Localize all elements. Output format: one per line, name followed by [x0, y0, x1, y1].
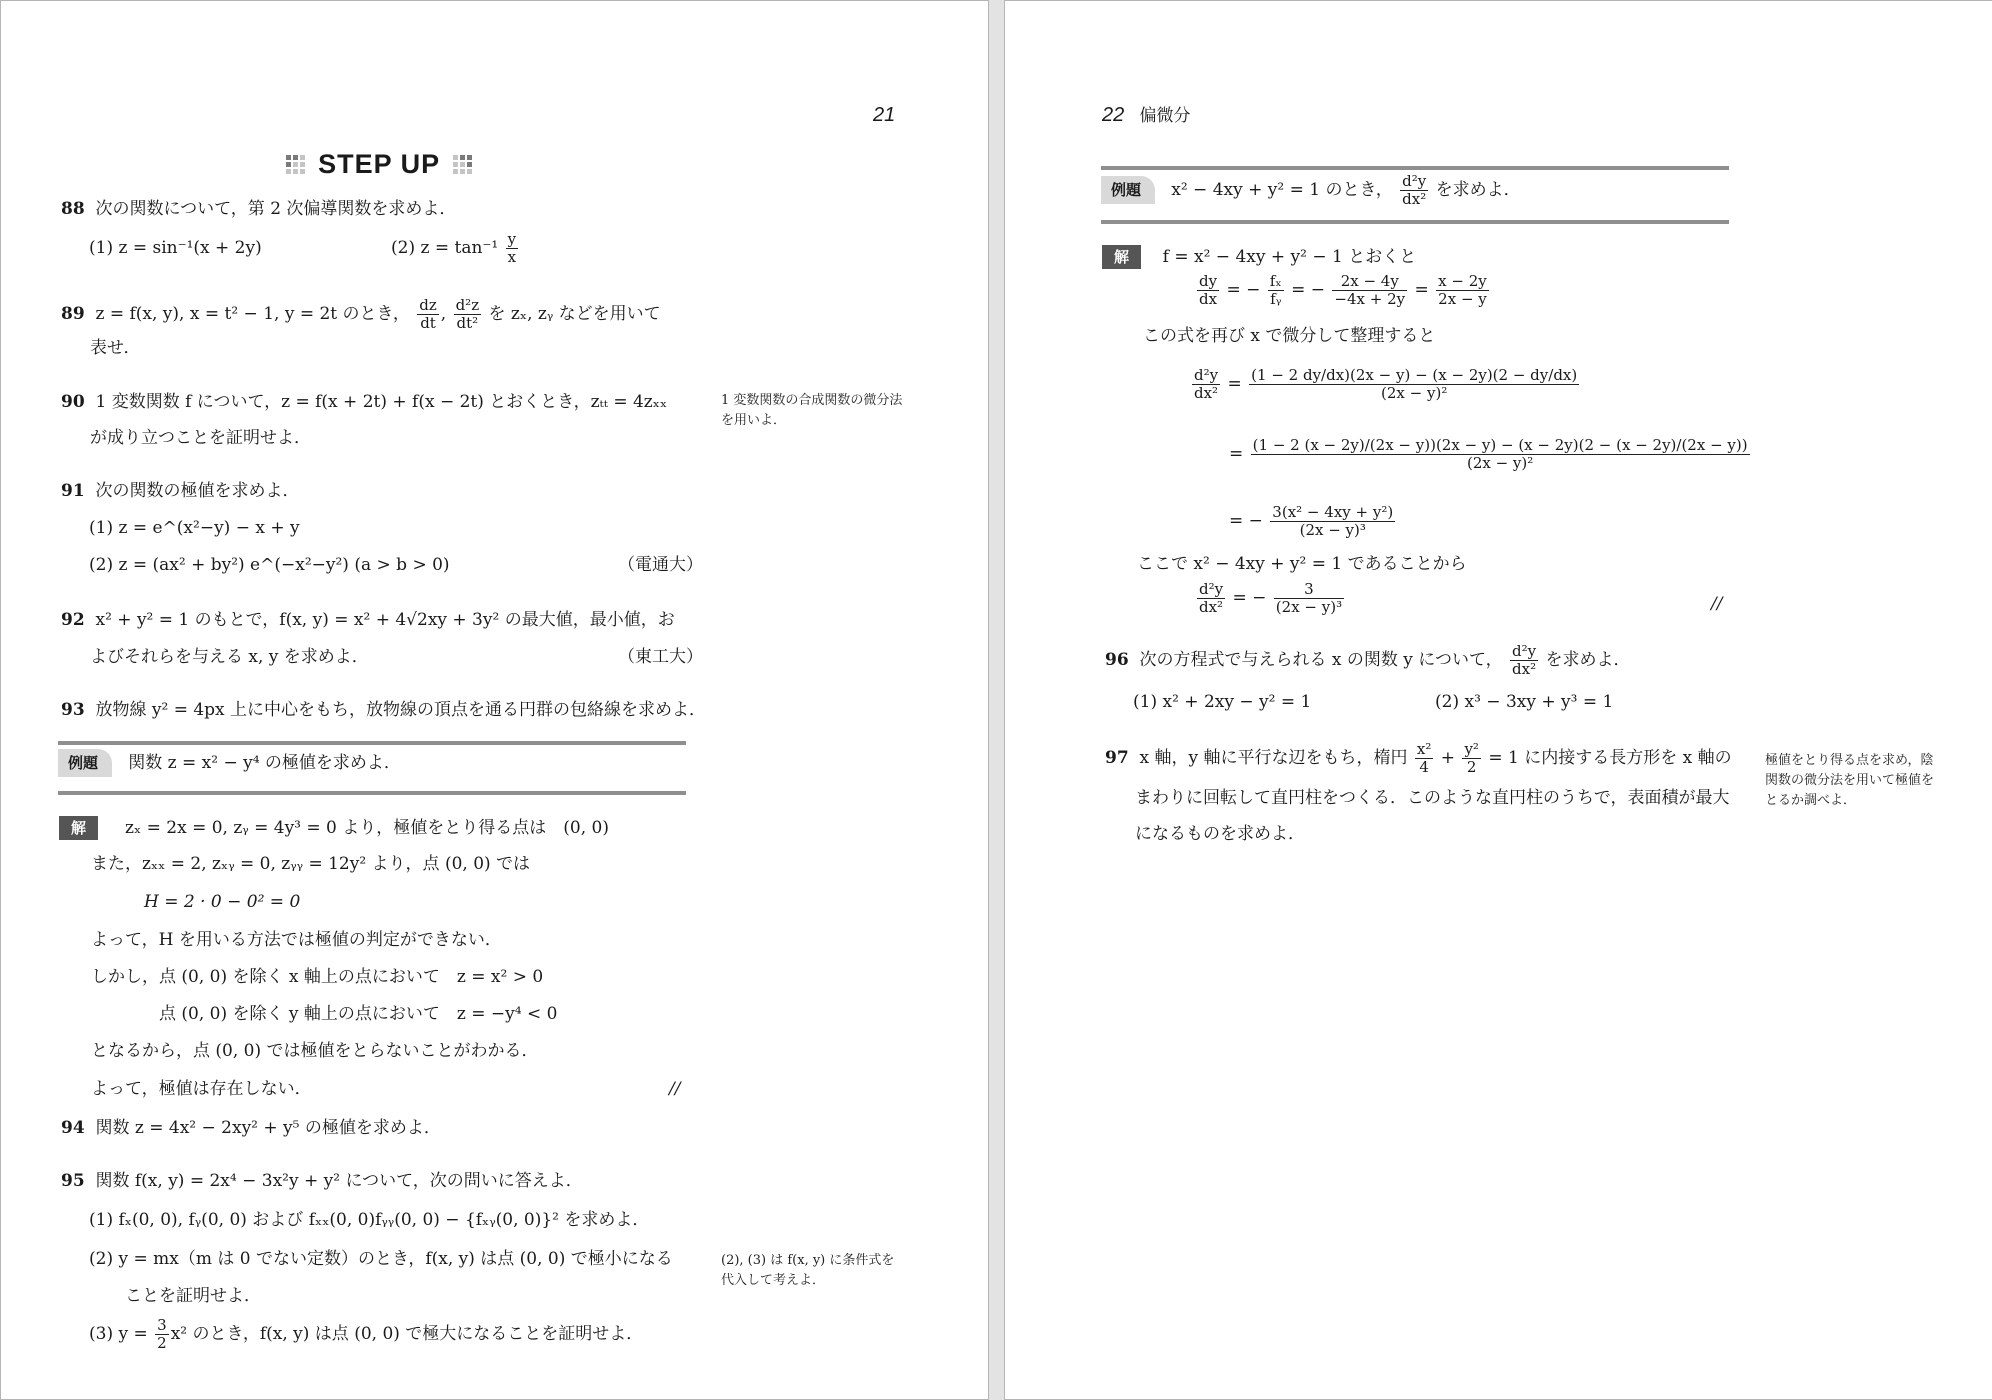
- subproblem-text: x² のとき，f(x, y) は点 (0, 0) で極大になることを証明せよ．: [170, 1324, 644, 1344]
- side-note: 1 変数関数の合成関数の微分法を用いよ．: [721, 393, 903, 428]
- problem-text: 次の関数について，第 2 次偏導関数を求めよ．: [95, 199, 457, 219]
- rule-top: [58, 741, 686, 745]
- problem-text: = 1 に内接する長方形を x 軸の: [1488, 748, 1732, 768]
- solution-text: この式を再び x で微分して整理すると: [1143, 326, 1436, 346]
- problem-91: [61, 480, 299, 502]
- frac-num: (1 − 2 (x − 2y)/(2x − y))(2x − y) − (x − 2y)(2 − (x − 2y)/(2x − y)): [1252, 436, 1748, 454]
- frac-den: x: [507, 248, 517, 266]
- side-note: 極値をとり得る点を求め，陰関数の微分法を用いて極値をとるか調べよ．: [1765, 753, 1935, 808]
- end-mark: //: [669, 1079, 681, 1099]
- problem-text: になるものを求めよ．: [1135, 824, 1305, 844]
- frac-den: fᵧ: [1270, 290, 1282, 308]
- frac-num: d²y: [1402, 172, 1427, 190]
- frac-num: d²y: [1512, 642, 1537, 660]
- problem-number: 91: [61, 481, 85, 501]
- problem-text: を zₓ, zᵧ などを用いて: [488, 304, 661, 324]
- equation-2: $\frac{\text{d²y}}{\text{dx²}}$ = $\frac{(1 - 2 dy/dx)(2x - y) - (x - 2y)(2 - dy/dx)}{\text{(2x − y)²}}$: [1194, 366, 1578, 402]
- problem-text: 1 変数関数 f について，z = f(x + 2t) + f(x − 2t) とおくとき，zₜₜ = 4zₓₓ: [95, 392, 668, 412]
- frac-den: 4: [1419, 758, 1429, 776]
- frac-den: −4x + 2y: [1334, 290, 1406, 308]
- problem-number: 95: [61, 1171, 85, 1191]
- example-tag: 例題: [1101, 176, 1155, 204]
- solution-text: f = x² − 4xy + y² − 1 とおくと: [1162, 247, 1417, 267]
- problem-number: 96: [1105, 650, 1129, 670]
- problem-text: よびそれらを与える x, y を求めよ．: [90, 647, 369, 667]
- solution-line-1: [59, 816, 609, 840]
- equation-1: $\frac{dy}{dx}$ = − $\frac{\text{fₓ}}{\text{fᵧ}}$ = − $\frac{2x - 4y}{-4x + 2y}$ = $\frac{x - 2y}{2x - y}$: [1199, 272, 1487, 308]
- source-label: （東工大）: [618, 647, 703, 667]
- dots-icon: [286, 155, 305, 174]
- example-text: を求めよ．: [1435, 180, 1521, 200]
- frac-num: d²y: [1194, 366, 1219, 384]
- rule-bottom: [58, 791, 686, 795]
- problem-text: x² + y² = 1 のもとで，f(x, y) = x² + 4√2xy + 3y² の最大値，最小値，お: [95, 610, 675, 630]
- solution-tag: 解: [59, 816, 98, 840]
- frac-den: dx²: [1402, 190, 1427, 208]
- subproblem-2: (2) z = (ax² + by²) e^(−x²−y²) (a > b > 0): [89, 555, 450, 575]
- frac-num: d²z: [455, 296, 480, 314]
- frac-den: (2x − y)²: [1381, 384, 1448, 402]
- page-header: [1102, 104, 1191, 127]
- problem-93: [61, 699, 706, 721]
- problem-96: [1105, 643, 1631, 678]
- frac-num: 3: [1274, 581, 1344, 599]
- frac-den: dt: [420, 314, 436, 332]
- problem-text: 表せ．: [90, 338, 141, 358]
- solution-text: 点 (0, 0) を除く y 軸上の点において z = −y⁴ < 0: [159, 1004, 558, 1024]
- frac-num: dy: [1199, 272, 1218, 290]
- problem-text: x 軸，y 軸に平行な辺をもち，楕円: [1139, 748, 1408, 768]
- side-note: (2), (3) は f(x, y) に条件式を代入して考えよ．: [721, 1253, 895, 1288]
- problem-number: 97: [1105, 748, 1129, 768]
- frac-den: (2x − y)²: [1466, 454, 1534, 472]
- problem-number: 94: [61, 1118, 85, 1138]
- example-tag: 例題: [58, 749, 112, 777]
- problem-92: [61, 609, 675, 631]
- frac-num: x − 2y: [1438, 272, 1487, 290]
- subproblem-1: (1) z = e^(x²−y) − x + y: [89, 518, 300, 538]
- frac-den: dt²: [456, 314, 479, 332]
- solution-text: ここで x² − 4xy + y² = 1 であることから: [1137, 554, 1467, 574]
- problem-text: 放物線 y² = 4px 上に中心をもち，放物線の頂点を通る円群の包絡線を求めよ．: [95, 700, 707, 720]
- page-number: 22: [1102, 104, 1125, 126]
- frac-num: 3: [157, 1316, 167, 1334]
- problem-number: 90: [61, 392, 85, 412]
- rule-bottom: [1101, 220, 1729, 224]
- solution-text: となるから，点 (0, 0) では極値をとらないことがわかる．: [91, 1041, 539, 1061]
- problem-number: 88: [61, 199, 85, 219]
- page-number: 21: [873, 104, 896, 126]
- frac-num: (1 − 2 dy/dx)(2x − y) − (x − 2y)(2 − dy/dx): [1251, 366, 1578, 384]
- solution-line-1: [1102, 245, 1416, 269]
- frac-num: y: [507, 230, 517, 248]
- end-mark: //: [1711, 594, 1723, 614]
- solution-text: しかし，点 (0, 0) を除く x 軸上の点において z = x² > 0: [91, 967, 544, 987]
- subproblem-2: (2) y = mx（m は 0 でない定数）のとき，f(x, y) は点 (0, 0) で極小になる: [89, 1249, 673, 1269]
- example-text: x² − 4xy + y² = 1 のとき，: [1171, 180, 1393, 200]
- frac-num: d²y: [1199, 580, 1224, 598]
- section-title: 偏微分: [1139, 106, 1191, 126]
- problem-97: 97 x 軸，y 軸に平行な辺をもち，楕円 $\frac{\text{x²}}{4}$ + $\frac{\text{y²}}{2}$ = 1 に内接する長方形を x 軸の: [1105, 740, 1732, 776]
- dots-icon: [453, 155, 472, 174]
- example-box: [1101, 173, 1521, 208]
- page-22: [1004, 0, 1992, 1400]
- rule-top: [1101, 166, 1729, 170]
- problem-text: z = f(x, y), x = t² − 1, y = 2t のとき，: [95, 304, 410, 324]
- frac-num: 2x − 4y: [1332, 273, 1407, 291]
- problem-text: 次の関数の極値を求めよ．: [95, 481, 300, 501]
- problem-text: 関数 z = 4x² − 2xy² + y⁵ の極値を求めよ．: [95, 1118, 441, 1138]
- equation-3: = (1 − 2 (x − 2y)/(2x − y))(2x − y) − (x − 2y)(2 − (x − 2y)/(2x − y)) (2x − y)²: [1229, 436, 1748, 472]
- problem-95: [61, 1170, 583, 1192]
- frac-num: x²: [1416, 740, 1432, 758]
- equation-5: $\frac{\text{d²y}}{\text{dx²}}$ = − $\frac{3}{\text{(2x − y)³}}$: [1199, 580, 1343, 616]
- subproblem-1: (1) x² + 2xy − y² = 1: [1133, 692, 1312, 712]
- problem-90: [61, 391, 667, 413]
- problem-89: 89 z = f(x, y), x = t² − 1, y = 2t のとき， $\frac{dz}{dt}$ , $\frac{\text{d²z}}{\text{dt²}}$ を zₓ, zᵧ などを用いて: [61, 296, 661, 332]
- frac-num: y²: [1464, 740, 1479, 758]
- step-up-title: STEP UP: [318, 149, 441, 179]
- source-label: （電通大）: [618, 555, 703, 575]
- example-box: [58, 749, 401, 777]
- problem-text: を求めよ．: [1545, 650, 1631, 670]
- frac-den: 2x − y: [1438, 290, 1487, 308]
- problem-88: [61, 198, 456, 220]
- frac-den: dx: [1199, 290, 1218, 308]
- subproblem-2: [391, 231, 520, 266]
- subproblem-1: (1) fₓ(0, 0), fᵧ(0, 0) および fₓₓ(0, 0)fᵧᵧ(0, 0) − {fₓᵧ(0, 0)}² を求めよ．: [89, 1210, 650, 1230]
- subproblem-text: (2) z = tan⁻¹: [391, 238, 499, 258]
- solution-text: よって，H を用いる方法では極値の判定ができない．: [91, 930, 502, 950]
- subproblem-2: (2) x³ − 3xy + y³ = 1: [1435, 692, 1614, 712]
- equation-4: = − $\frac{\text{3(x² − 4xy + y²)}}{\text{(2x − y)³}}$: [1229, 503, 1394, 539]
- solution-text: よって，極値は存在しない．: [91, 1079, 312, 1099]
- subproblem-text: (3) y =: [89, 1324, 148, 1344]
- example-text: 関数 z = x² − y⁴ の極値を求めよ．: [128, 753, 401, 773]
- frac-den: 2: [1466, 758, 1477, 776]
- frac-den: dx²: [1199, 598, 1224, 616]
- problem-number: 93: [61, 700, 85, 720]
- frac-den: (2x − y)³: [1299, 521, 1366, 539]
- problem-text: まわりに回転して直円柱をつくる．このような直円柱のうちで，表面積が最大: [1135, 788, 1730, 808]
- problem-number: 89: [61, 304, 85, 324]
- frac-den: dx²: [1512, 660, 1537, 678]
- frac-den: dx²: [1194, 384, 1219, 402]
- subproblem-2: ことを証明せよ．: [125, 1286, 261, 1306]
- subproblem-3: [89, 1317, 643, 1352]
- problem-94: [61, 1117, 441, 1139]
- subproblem-1: (1) z = sin⁻¹(x + 2y): [89, 238, 262, 258]
- page-21: [0, 0, 989, 1400]
- problem-text: 関数 f(x, y) = 2x⁴ − 3x²y + y² について，次の問いに答えよ．: [95, 1171, 583, 1191]
- frac-num: fₓ: [1269, 272, 1282, 290]
- problem-number: 92: [61, 610, 85, 630]
- solution-text: zₓ = 2x = 0, zᵧ = 4y³ = 0 より，極値をとり得る点は (0, 0): [125, 818, 609, 838]
- solution-text: H = 2 · 0 − 0² = 0: [144, 892, 301, 912]
- problem-text: 次の方程式で与えられる x の関数 y について，: [1139, 650, 1503, 670]
- problem-text: が成り立つことを証明せよ．: [90, 428, 311, 448]
- frac-num: dz: [419, 296, 437, 314]
- frac-den: (2x − y)³: [1275, 598, 1343, 616]
- step-up-heading: [286, 149, 472, 180]
- solution-tag: 解: [1102, 245, 1141, 269]
- frac-num: 3(x² − 4xy + y²): [1272, 503, 1394, 521]
- frac-den: 2: [157, 1334, 167, 1352]
- solution-text: また，zₓₓ = 2, zₓᵧ = 0, zᵧᵧ = 12y² より，点 (0, 0) では: [91, 854, 531, 874]
